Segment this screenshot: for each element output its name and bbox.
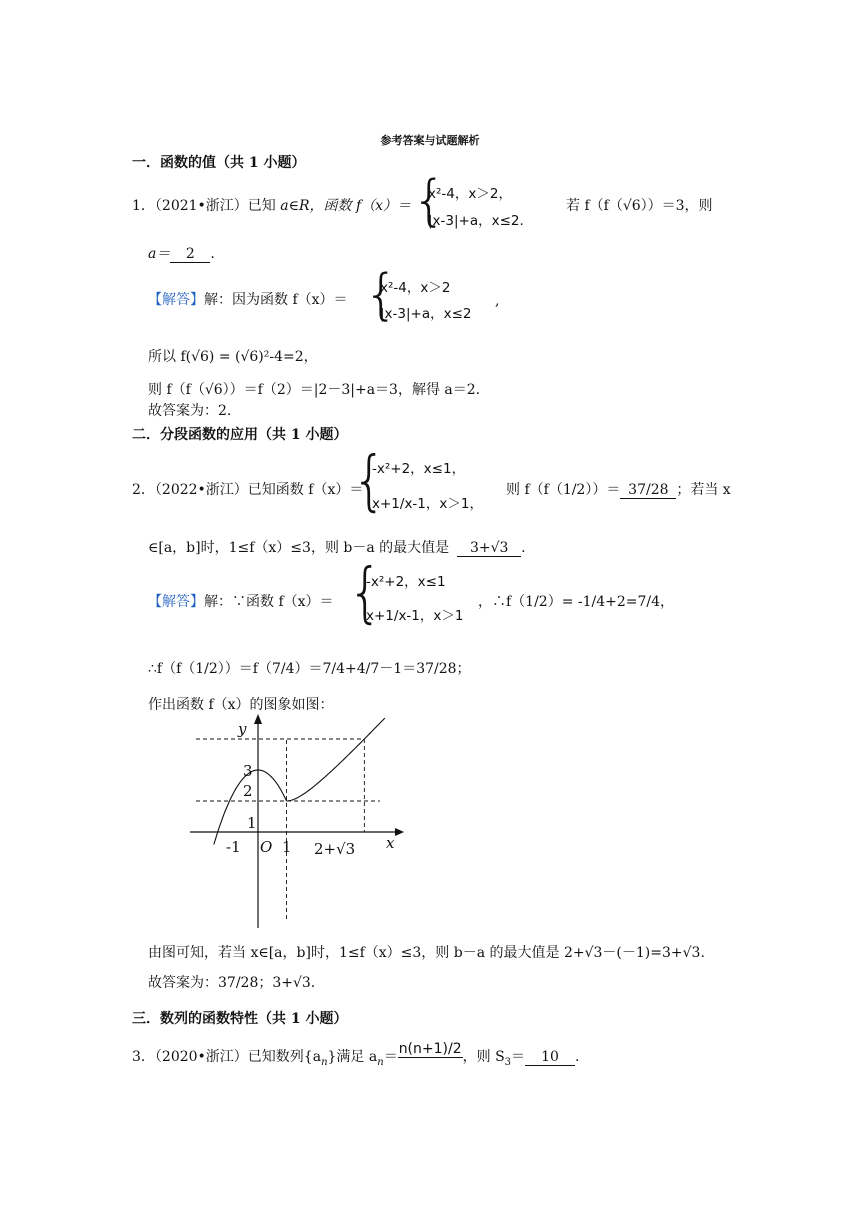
y-tick-1: 1	[247, 814, 257, 832]
q3-statement: 3．（2020•浙江）已知数列$\{a_n\}$满足 $a_n=$ n(n+1)/2 ，则 $S_3= 10$ .	[132, 1041, 580, 1068]
q1-number: 1．	[132, 198, 155, 214]
reference-lines	[196, 739, 380, 920]
q1-solution-line-4: 故答案为：2.	[148, 403, 232, 419]
q1-answer-blank: 2	[170, 246, 210, 263]
q1-solution-tag: 【解答】	[148, 292, 204, 308]
q3-answer: 10	[525, 1049, 575, 1066]
q2-source: （2022•浙江）已知函数 f（x）＝	[154, 482, 364, 498]
q2-ask-text: 则 f（f（1/2））＝	[506, 482, 621, 498]
q2-answer-2: 3+√3	[457, 540, 521, 557]
q2-ask-1	[506, 479, 731, 499]
q2-sol-brace: {	[348, 554, 383, 631]
q1-sol-comma: ,	[495, 293, 500, 309]
section-heading-3: 三．数列的函数特性（共 1 小题）	[132, 1011, 348, 1027]
q3-stmt: }满足 a	[327, 1049, 378, 1066]
q1-domain: a∈R，函数 f（x）＝	[280, 198, 412, 214]
q2-sol-case-2: x+1/x-1，x＞1	[366, 608, 464, 624]
q1-condition: 若 f（f（√6））＝3，则	[566, 198, 713, 214]
x-axis-label: x	[386, 834, 395, 852]
y-axis-label: y	[238, 720, 247, 738]
function-graph	[190, 712, 420, 930]
x-tick-neg1: -1	[226, 838, 241, 856]
q3-source: （2020•浙江）已知数列{a	[154, 1049, 322, 1066]
q1-solution-text: 解：因为函数 f（x）＝	[204, 292, 348, 308]
x-tick-1: 1	[282, 838, 292, 856]
axes	[190, 714, 404, 928]
q1-solution-lead	[148, 289, 348, 309]
q2-answer-2-suffix: .	[521, 540, 526, 556]
q3-ask: ，则 S	[462, 1049, 505, 1066]
q2-answer-1: 37/28	[620, 482, 676, 499]
q3-suffix: .	[575, 1049, 580, 1066]
section-heading-1: 一．函数的值（共 1 小题）	[132, 155, 306, 171]
q2-ask-2: ；若当 x	[676, 482, 731, 498]
q2-final-answer: 故答案为：37/28；3+√3.	[148, 975, 316, 991]
y-tick-2: 2	[243, 782, 253, 800]
q1-source: （2021•浙江）已知	[154, 198, 276, 214]
q2-number: 2．	[132, 482, 155, 498]
q1-solution-line-3: 则 f（f（√6））＝f（2）＝|2－3|+a＝3，解得 a＝2.	[148, 382, 481, 398]
q2-brace: {	[352, 442, 387, 519]
q1-sol-brace: {	[364, 263, 399, 326]
q1-solution-line-2: 所以 f(√6) = (√6)²-4=2，	[148, 349, 318, 365]
q2-graph-intro: 作出函数 f（x）的图象如图：	[148, 697, 334, 713]
q2-solution-lead	[148, 591, 334, 611]
page-title: 参考答案与试题解析	[380, 134, 480, 147]
y-tick-3: 3	[243, 762, 253, 780]
q2-conclusion: 由图可知，若当 x∈[a，b]时，1≤f（x）≤3，则 b－a 的最大值是 2+√3－(－1)=3+√3.	[148, 945, 705, 961]
q2-solution-text: 解：∵函数 f（x）＝	[204, 594, 334, 610]
q1-case-2: |x-3|+a，x≤2.	[428, 213, 524, 229]
q2-calc-2: ∴f（f（1/2））＝f（7/4）＝7/4+4/7－1＝37/28；	[148, 661, 471, 677]
q1-statement	[132, 195, 411, 215]
q3-number: 3．	[132, 1049, 155, 1066]
q1-answer-suffix: .	[210, 246, 215, 262]
section-heading-2: 二．分段函数的应用（共 1 小题）	[132, 427, 348, 443]
q2-solution-tag: 【解答】	[148, 594, 204, 610]
q1-sol-case-2: |x-3|+a，x≤2	[380, 306, 472, 322]
q1-answer-line	[148, 243, 215, 263]
q2-statement-line-2	[148, 537, 526, 557]
q1-answer-prefix: a＝	[148, 246, 171, 262]
y-axis-arrow	[254, 714, 262, 724]
q3-formula: n(n+1)/2	[398, 1041, 462, 1057]
curve-right-branch	[287, 718, 385, 801]
q1-case-1: x²-4，x＞2，	[428, 186, 512, 202]
x-axis-arrow	[395, 828, 404, 836]
x-tick-2-plus-sqrt3: 2+√3	[314, 840, 356, 858]
q2-interval-text: ∈[a，b]时，1≤f（x）≤3，则 b－a 的最大值是	[148, 540, 450, 556]
q2-sol-calc-1: ，∴f（1/2）= -1/4+2=7/4，	[478, 594, 675, 610]
q1-brace: {	[412, 169, 447, 232]
x-tick-origin: O	[260, 838, 273, 856]
q2-sol-case-1: -x²+2，x≤1	[366, 574, 446, 590]
q2-statement	[132, 479, 363, 499]
q2-case-1: -x²+2，x≤1，	[372, 461, 466, 477]
q2-case-2: x+1/x-1，x＞1，	[372, 496, 483, 512]
q1-sol-case-1: x²-4，x＞2	[380, 280, 451, 296]
